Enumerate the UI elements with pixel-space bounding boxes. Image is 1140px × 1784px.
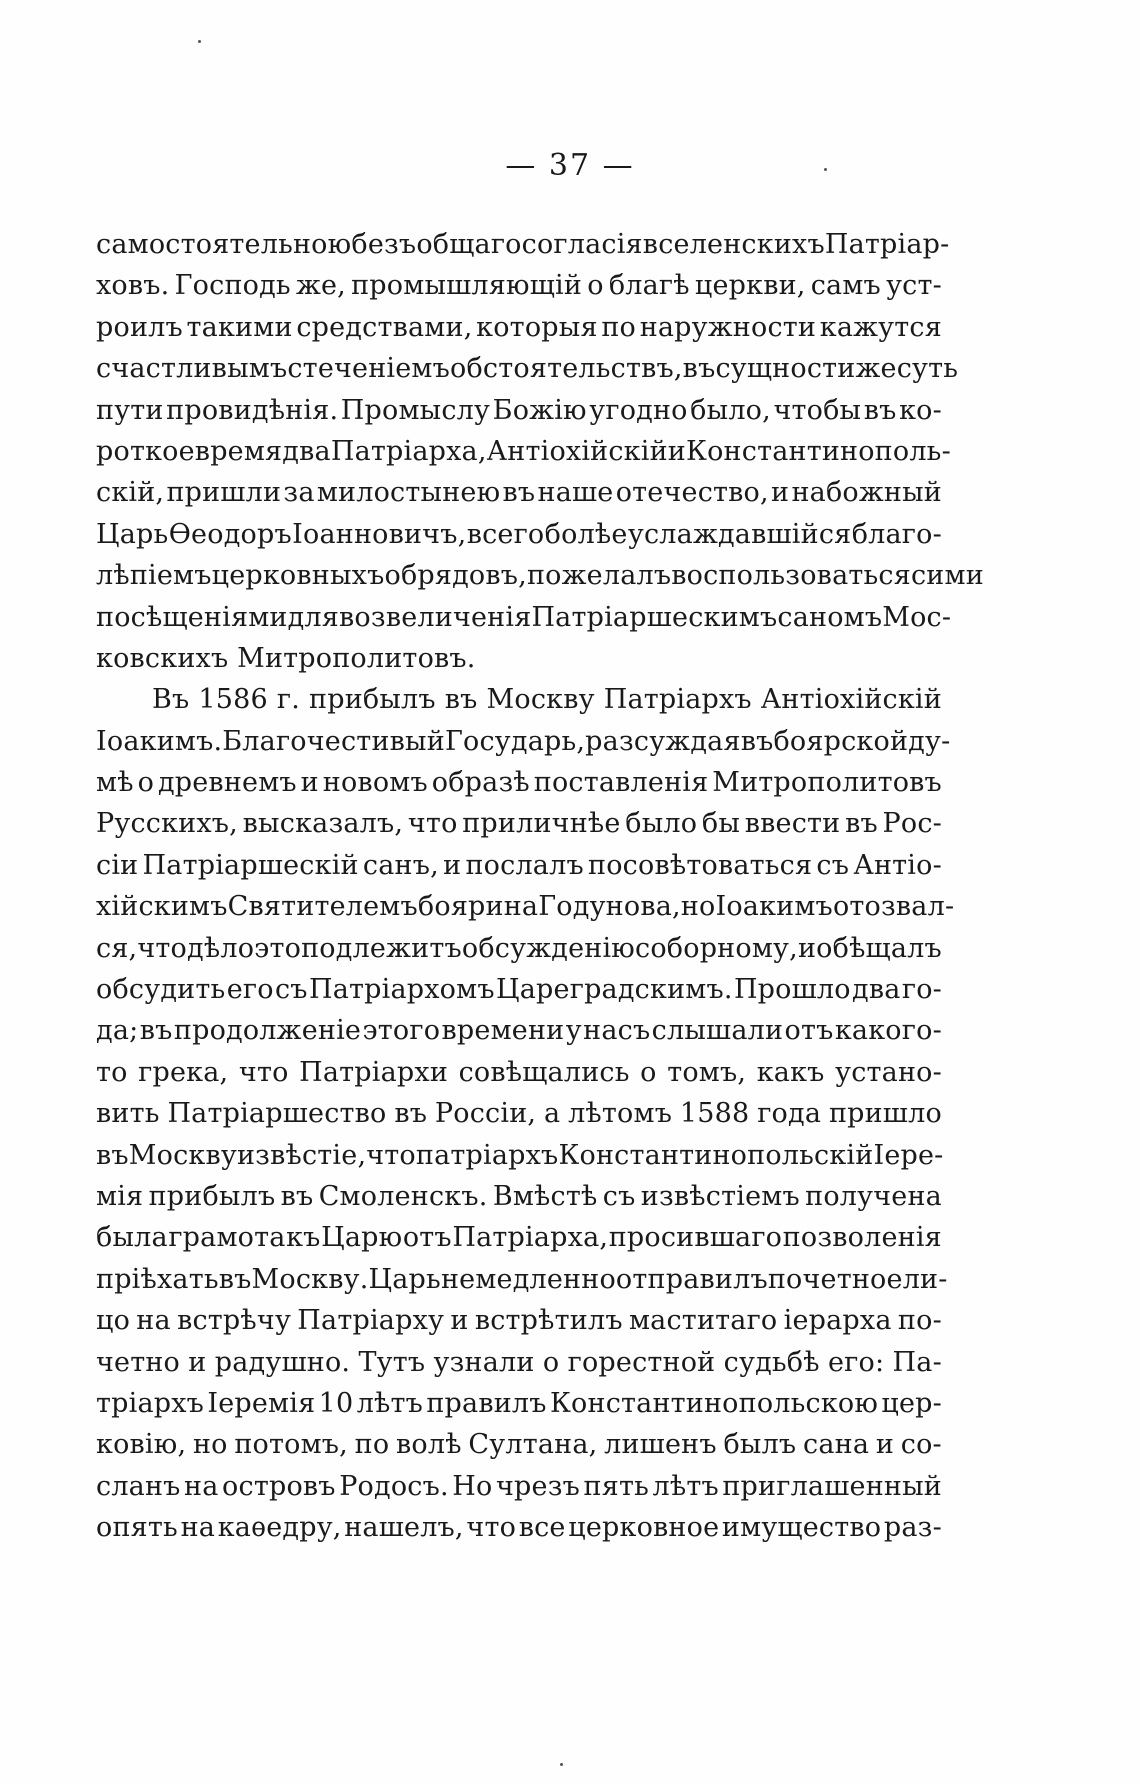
text-line: сіи Патріаршескій санъ, и послалъ посовѣтоваться съ Антіо- xyxy=(96,849,942,881)
text-line: пути провидѣнія. Промыслу Божію угодно было, чтобы въ ко- xyxy=(96,394,942,426)
text-line: счастливымъ стеченіемъ обстоятельствъ, въ сущности же суть xyxy=(96,353,959,385)
text-line: ховъ. Господь же, промышляющій о благѣ церкви, самъ уст- xyxy=(96,270,942,302)
text-line: посѣщеніями для возвеличенія Патріаршескимъ саномъ Мос- xyxy=(96,601,952,633)
text-line: самостоятельною безъ общаго согласія вселенскихъ Патріар- xyxy=(96,229,950,260)
print-speck xyxy=(560,1763,563,1766)
text-line: Русскихъ, высказалъ, что приличнѣе было бы ввести въ Рос- xyxy=(96,808,942,840)
text-line: роилъ такими средствами, которыя по наружности кажутся xyxy=(96,311,942,343)
text-line: обсудить его съ Патріархомъ Цареградскимъ. Прошло два го- xyxy=(96,974,942,1006)
text-line: Царь Ѳеодоръ Іоанновичъ, всего болѣе услаждавшійся благо- xyxy=(96,518,942,550)
text-line: была грамота къ Царю отъ Патріарха, просившаго позволенія xyxy=(96,1222,942,1254)
paragraph xyxy=(96,224,984,679)
text-line: тріархъ Іеремія 10 лѣтъ правилъ Константинопольскою цер- xyxy=(96,1387,942,1419)
text-line: ковію, но потомъ, по волѣ Султана, лишенъ былъ сана и со- xyxy=(96,1429,942,1461)
text-line: опять на каѳедру, нашелъ, что все церковное имущество раз- xyxy=(96,1512,942,1544)
text-line: вить Патріаршество въ Россіи, а лѣтомъ 1588 года пришло xyxy=(96,1098,942,1130)
text-line: ся, что дѣло это подлежитъ обсужденію соборному, и обѣщалъ xyxy=(96,932,942,964)
text-line: хійскимъ Святителемъ боярина Годунова, но Іоакимъ отозвал- xyxy=(96,891,955,923)
text-line: пріѣхать въ Москву. Царь немедленно отправилъ почетное ли- xyxy=(96,1263,948,1295)
body-text xyxy=(96,224,984,1549)
text-line: въ Москву извѣстіе, что патріархъ Константинопольскій Іере- xyxy=(96,1139,944,1171)
text-line: то грека, что Патріархи совѣщались о томъ, какъ устано- xyxy=(96,1056,942,1088)
text-line: цо на встрѣчу Патріарху и встрѣтилъ маститаго іерарха по- xyxy=(96,1305,942,1337)
text-line: четно и радушно. Тутъ узнали о горестной судьбѣ его: Па- xyxy=(96,1346,942,1378)
text-line: ковскихъ Митрополитовъ. xyxy=(96,642,476,674)
text-line: скій, пришли за милостынею въ наше отечество, и набожный xyxy=(96,477,942,509)
text-line: мѣ о древнемъ и новомъ образѣ поставленія Митрополитовъ xyxy=(96,767,942,799)
text-line: да; въ продолженіе этого времени у насъ слышали отъ какого- xyxy=(96,1015,942,1047)
paragraph xyxy=(96,679,955,1548)
text-line: лѣпіемъ церковныхъ обрядовъ, пожелалъ воспользоваться сими xyxy=(96,560,984,592)
text-line: Въ 1586 г. прибылъ въ Москву Патріархъ Антіохійскій xyxy=(152,684,942,716)
text-line: сланъ на островъ Родосъ. Но чрезъ пять лѣтъ приглашенный xyxy=(96,1470,942,1502)
text-line: мія прибылъ въ Смоленскъ. Вмѣстѣ съ извѣстіемъ получена xyxy=(96,1180,942,1212)
page-number: — 37 — xyxy=(505,148,635,183)
print-speck xyxy=(198,40,201,43)
text-line: роткое время два Патріарха, Антіохійскій и Константинополь- xyxy=(96,435,951,467)
text-line: Іоакимъ. Благочестивый Государь, разсуждая въ боярской ду- xyxy=(96,725,951,757)
